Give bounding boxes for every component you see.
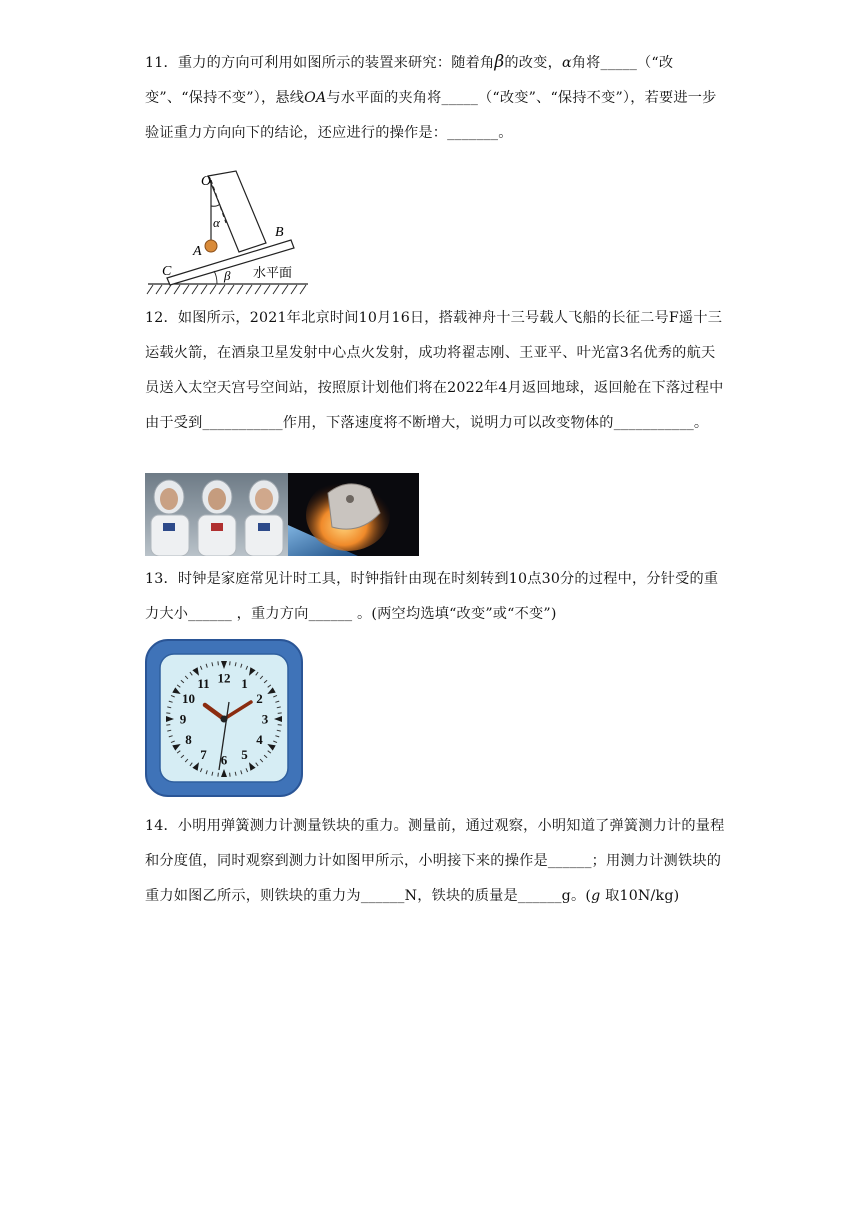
clock-number: 8 — [185, 732, 192, 747]
clock-number: 12 — [217, 670, 231, 686]
label-beta: β — [224, 268, 231, 283]
capsule-illustration — [288, 473, 419, 556]
reentry-capsule-photo — [288, 473, 419, 556]
q14-text-part2: 取10N/kg) — [600, 888, 680, 904]
clock-number: 11 — [197, 676, 210, 691]
q11-text-part4: 与水平面的夹角将_____（“改变”、“保持不变”），若要进一步验证重力方向向下的结论，还应进行的操作是：_______。 — [145, 90, 717, 141]
label-alpha: α — [213, 215, 220, 230]
clock-number: 10 — [182, 691, 195, 706]
question-13 — [145, 562, 725, 632]
g-symbol: g — [591, 888, 601, 904]
clock-minute-tick — [218, 661, 219, 665]
pendulum-ball — [205, 240, 217, 252]
alpha-arc — [211, 204, 220, 206]
label-b: B — [275, 225, 284, 240]
q11-text-part3: 角将_____（“改变”、“保持不变”），悬线 — [145, 55, 674, 106]
clock-minute-tick — [166, 713, 170, 714]
clock-minute-tick — [278, 725, 282, 726]
wall-clock-figure — [145, 639, 303, 797]
label-c: C — [162, 264, 172, 279]
stand-board — [208, 171, 266, 252]
clock-number: 3 — [261, 711, 269, 727]
clock-center — [221, 716, 228, 723]
ground-hatch — [147, 285, 306, 294]
clock-number: 5 — [241, 747, 248, 762]
clock-number: 6 — [220, 752, 228, 768]
beta-arc — [214, 271, 217, 284]
q11-pendulum-figure — [145, 168, 320, 298]
question-14 — [145, 809, 725, 914]
q12-text: 12．如图所示，2021年北京时间10月16日，搭载神舟十三号载人飞船的长征二号F遥十三运载火箭，在酒泉卫星发射中心点火发射，成功将翟志刚、王亚平、叶光富3名优秀的航天员送入太空天宫号空间站，按照原计划他们将在2022年4月返回地球，返回舱在下落过程中由于受到___________作用，下落速度将不断增大，说明力可以改变物体的___________。 — [145, 310, 724, 431]
clock-number: 4 — [256, 732, 263, 747]
clock-number: 9 — [179, 711, 187, 727]
astronauts-photo — [145, 473, 288, 556]
label-a: A — [193, 244, 202, 259]
q14-text-part1: 14．小明用弹簧测力计测量铁块的重力。测量前，通过观察，小明知道了弹簧测力计的量程和分度值，同时观察到测力计如图甲所示，小明接下来的操作是______；用测力计测铁块的重力如图乙所示，则铁块的重力为______N，铁块的质量是______g。( — [145, 818, 725, 904]
question-11 — [145, 45, 725, 151]
clock-number: 2 — [256, 691, 263, 706]
clock-number: 7 — [200, 747, 207, 762]
astronaut-middle — [198, 480, 236, 556]
q11-text-part1: 11．重力的方向可利用如图所示的装置来研究：随着角 — [145, 55, 495, 71]
question-12 — [145, 301, 725, 441]
clock-minute-tick — [230, 661, 231, 665]
label-o: O — [201, 174, 212, 189]
clock-minute-tick — [278, 713, 282, 714]
oa-label: OA — [304, 90, 327, 106]
astronaut-right — [245, 480, 283, 556]
capsule-window — [346, 495, 354, 503]
clock-minute-tick — [230, 773, 231, 777]
label-horizontal-plane: 水平面 — [253, 266, 293, 281]
alpha-symbol: α — [561, 55, 572, 71]
astronaut-left — [151, 480, 189, 556]
clock-minute-tick — [166, 725, 170, 726]
clock-minute-tick — [218, 773, 219, 777]
clock-number: 1 — [241, 676, 248, 691]
q13-text: 13．时钟是家庭常见计时工具，时钟指针由现在时刻转到10点30分的过程中，分针受的重力大小______ ，重力方向______ 。(两空均选填“改变”或“不变”) — [145, 571, 719, 622]
beta-symbol: β — [494, 52, 505, 72]
q11-text-part2: 的改变， — [504, 55, 562, 71]
astronauts-illustration — [145, 473, 288, 556]
